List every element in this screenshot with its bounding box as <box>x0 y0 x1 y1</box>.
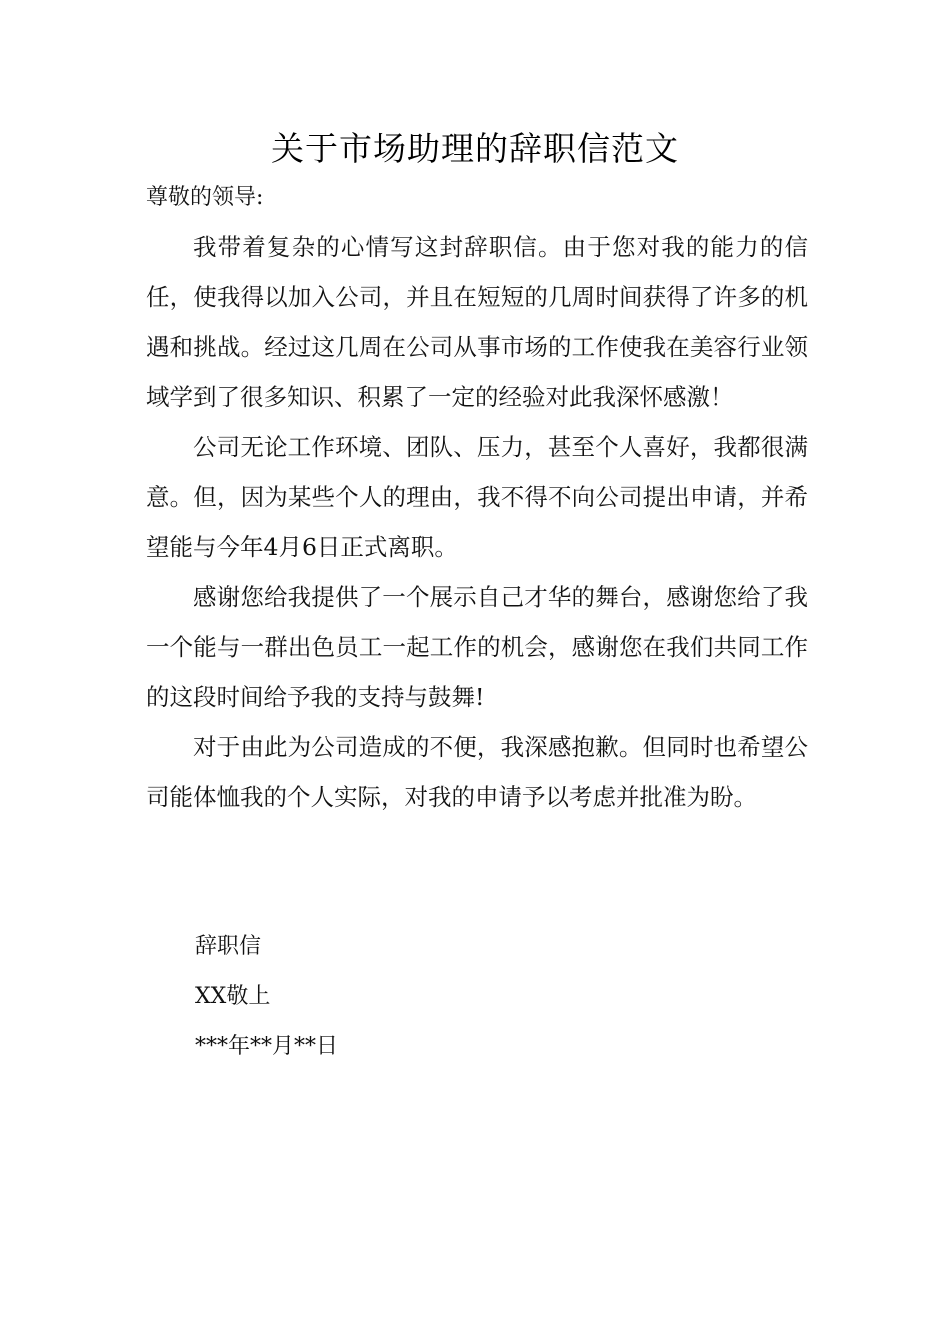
signoff-signature: XX敬上 <box>195 984 271 1009</box>
paragraph: 我带着复杂的心情写这封辞职信。由于您对我的能力的信任，使我得以加入公司，并且在短短的几周时间获得了许多的机遇和挑战。经过这几周在公司从事市场的工作使我在美容行业领域学到了很多知识、积累了一定的经验对此我深怀感激！ <box>146 233 808 411</box>
document-title: 关于市场助理的辞职信范文 <box>271 129 679 168</box>
paragraph: 对于由此为公司造成的不便，我深感抱歉。但同时也希望公司能体恤我的个人实际，对我的申请予以考虑并批准为盼。 <box>146 733 808 811</box>
paragraph: 感谢您给我提供了一个展示自己才华的舞台，感谢您给了我一个能与一群出色员工一起工作的机会，感谢您在我们共同工作的这段时间给予我的支持与鼓舞! <box>146 583 808 711</box>
signoff-date: ***年**月**日 <box>195 1034 339 1059</box>
paragraph: 公司无论工作环境、团队、压力，甚至个人喜好，我都很满意。但，因为某些个人的理由，我不得不向公司提出申请，并希望能与今年4月6日正式离职。 <box>146 433 808 561</box>
salutation: 尊敬的领导: <box>146 185 264 210</box>
letter-body <box>146 222 808 822</box>
signoff-block <box>195 922 338 1072</box>
signoff-heading: 辞职信 <box>195 934 262 959</box>
